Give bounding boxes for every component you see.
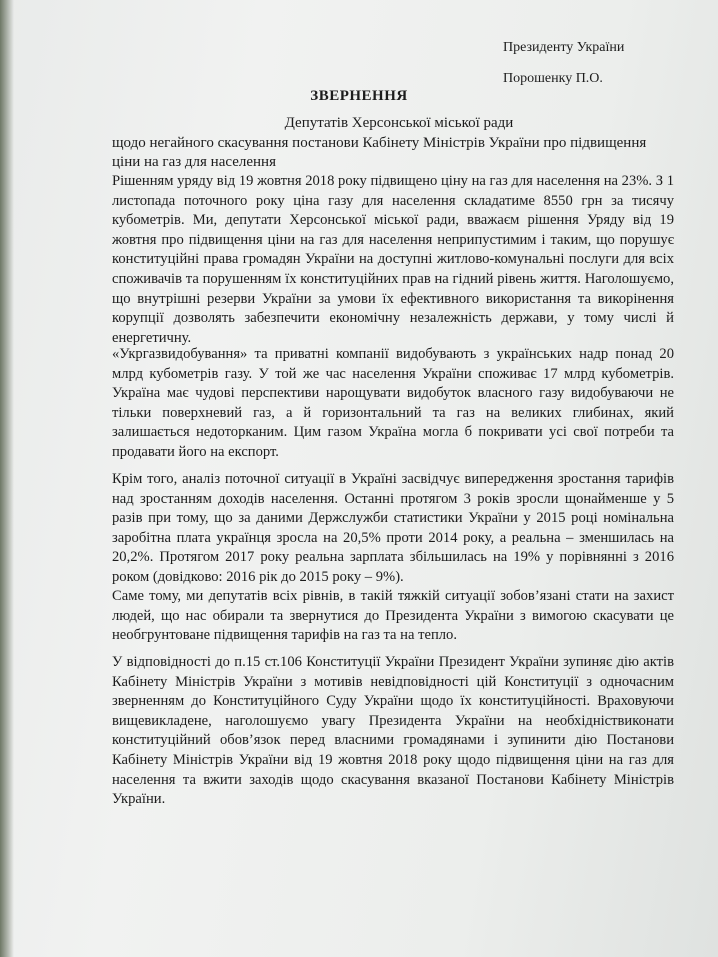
page-edge-shadow <box>0 0 14 957</box>
paragraph-2: «Укргазвидобування» та приватні компанії видобувають з українських надр понад 20 млрд кубометрів газу. У той же час населення України споживає 17 млрд кубометрів. Україна має чудові перспективи нарощувати видобуток власного газу видобуваючи не тільки поверхневий газ, а й горизонтальний та газ на великих глибинах, який залишається недоторканим. Цим газом Україна могла б покривати усі свої потреби та продавати його на експорт. <box>112 346 674 460</box>
document-title: ЗВЕРНЕННЯ <box>310 88 408 104</box>
addressee-line-2: Порошенку П.О. <box>503 71 603 86</box>
paragraph-3: Крім того, аналіз поточної ситуації в Україні засвідчує випередження зростання тарифів над зростанням доходів населення. Останні протягом 3 років зросли щонайменше у 5 разів при тому, що за даними Держслужби статистики України у 2015 році номінальна заробітна плата українця зросла на 20,5% проти 2014 року, а реальна – зменшилась на 20,2%. Протягом 2017 року реальна зарплата збільшилась на 19% у порівнянні з 2016 роком (довідково: 2016 рік до 2015 року – 9%). <box>112 471 674 585</box>
addressee-line-1: Президенту України <box>503 40 625 55</box>
paragraph-5: У відповідності до п.15 ст.106 Конституції України Президент України зупиняє дію актів Кабінету Міністрів України з мотивів невідповідності цій Конституції з одночасним зверненням до Конституційного Суду України щодо їх конституційності. Враховуючи вищевикладене, наголошуємо увагу Президента України на необхідніствиконати конституційний обов’язок перед власними громадянами і зупинити дію Постанови Кабінету Міністрів України від 19 жовтня 2018 року щодо підвищення ціни на газ для населення та вжити заходів щодо скасування вказаної Постанови Кабінету Міністрів України. <box>112 654 674 808</box>
paragraph-1: Рішенням уряду від 19 жовтня 2018 року підвищено ціну на газ для населення на 23%. З 1 листопада поточного року ціна газу для населення складатиме 8550 грн за тисячу кубометрів. Ми, депутати Херсонської міської ради, вважаєм рішення Уряду від 19 жовтня про підвищення ціни на газ для населення неприпустимим і таким, що порушує конституційні права громадян України на доступні житлово-комунальні послуги для всіх споживачів та порушенням їх конституційних прав на гідний рівень життя. Наголошуємо, що внутрішні резерви України за умови їх ефективного використання та викорінення корупції дозволять забезпечити економічну незалежність держави, у тому числі й енергетичну. <box>112 173 674 346</box>
paragraph-4: Саме тому, ми депутатів всіх рівнів, в такій тяжкій ситуації зобов’язані стати на захист людей, що нас обирали та звернутися до Президента України з вимогою скасувати це необгрунтоване підвищення тарифів на газ та на тепло. <box>112 588 674 644</box>
document-subtitle: Депутатів Херсонської міської ради <box>284 115 514 131</box>
addressee-block <box>503 32 624 94</box>
document-topic: щодо негайного скасування постанови Кабінету Міністрів України про підвищення ціни на газ для населення <box>112 135 647 170</box>
